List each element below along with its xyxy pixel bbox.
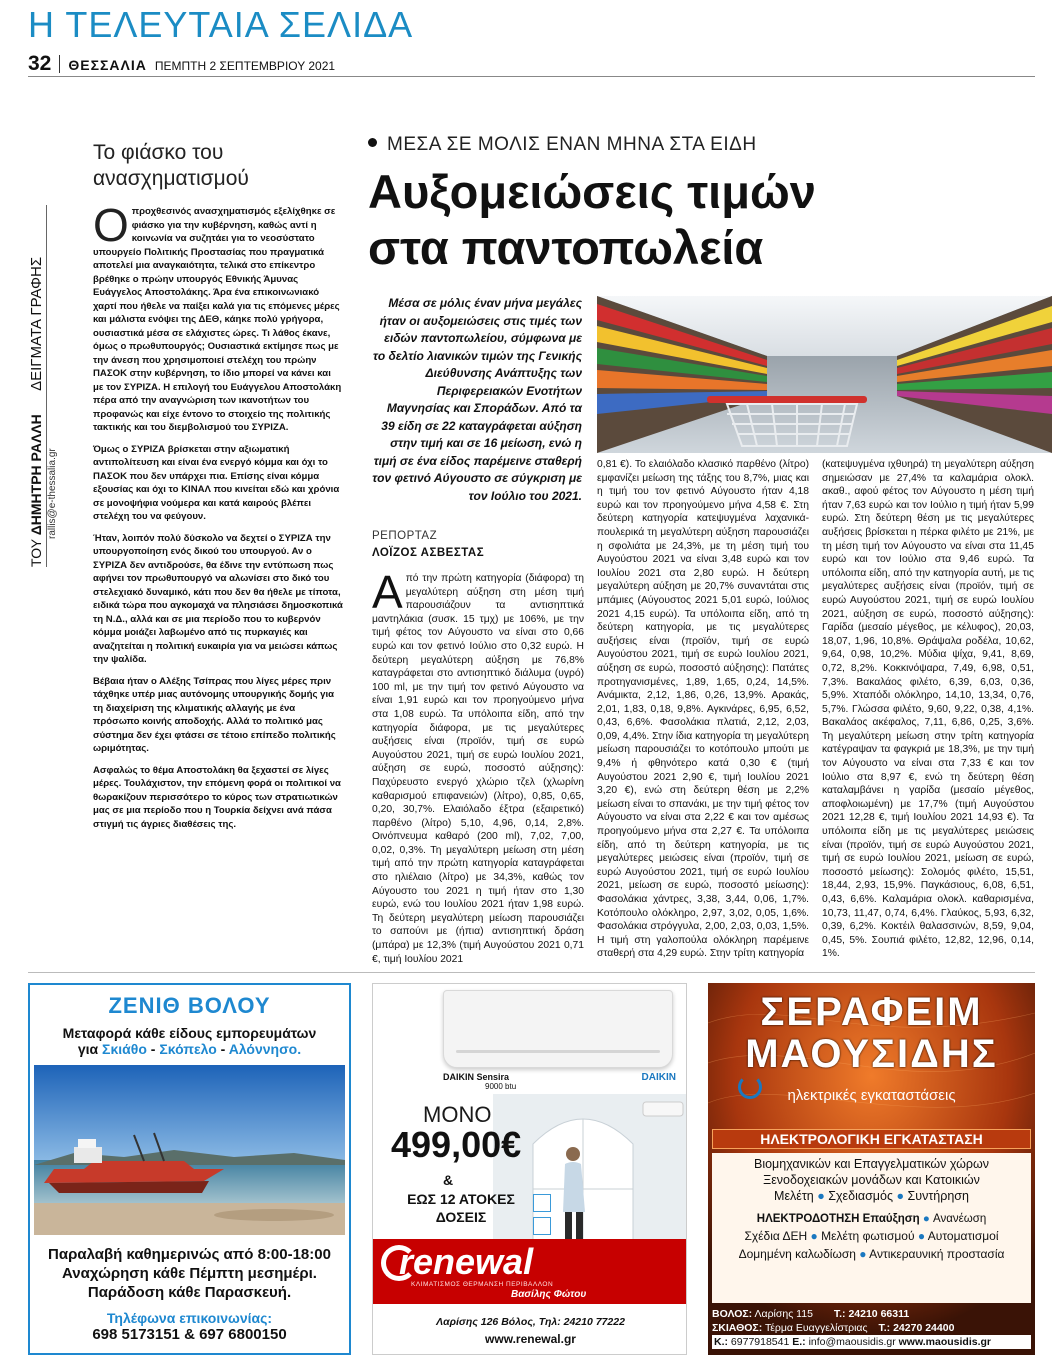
ac-btu: 9000 btu xyxy=(485,1082,517,1091)
opinion-dropcap: Ο xyxy=(93,199,129,251)
serafeim-name: ΣΕΡΑΦΕΙΜ ΜΑΟΥΣΙΔΗΣ xyxy=(745,990,998,1076)
ad-installments: ΕΩΣ 12 ΑΤΟΚΕΣ ΔΟΣΕΙΣ xyxy=(407,1191,515,1225)
newspaper-name: ΘΕΣΣΑΛΙΑ xyxy=(68,57,147,73)
destination: Σκιάθο xyxy=(102,1041,147,1057)
contact-online: Κ.: 6977918541 Ε.: info@maousidis.gr www.maousidis.gr xyxy=(712,1335,1031,1349)
renewal-logo: renewal xyxy=(399,1241,534,1282)
opinion-paragraph: Ασφαλώς το θέμα Αποστολάκη θα ξεχαστεί σε λίγες μέρες. Τουλάχιστον, την επόμενη φορά οι πολιτικοί να θωρακίζουν περισσότερο το κύρος των στρατιωτικών μας σε μια περίοδο που η Τουρκία δείχνει ανά πάσα στιγμή τις άγριες διαθέσεις της. xyxy=(93,764,341,830)
serafeim-subtitle: ηλεκτρικές εγκαταστάσεις xyxy=(787,1087,956,1104)
page-number: 32 xyxy=(28,52,52,75)
service-list: Σχέδια ΔΕΗ ● Μελέτη φωτισμού ● Αυτοματισμοί xyxy=(744,1229,999,1243)
ad-tel-label: Τηλέφωνα επικοινωνίας: xyxy=(106,1310,273,1326)
ad-renewal-daikin[interactable] xyxy=(372,983,687,1355)
opinion-paragraph: Όμως ο ΣΥΡΙΖΑ βρίσκεται στην αξιωματική αντιπολίτευση και είναι ένα ενεργό κόμμα και όχι το ΠΑΣΟΚ που δεν υπάρχει πια. Επίσης είναι κόμμα εξουσίας και όχι το ΚΙΝΑΛ που κινείται εδώ και χρόνια σε μονοψήφια νούμερα και κατά καιρούς βλέπει στελέχη του να φεύγουν. xyxy=(93,443,340,522)
renewal-tagline: ΚΛΙΜΑΤΙΣΜΟΣ ΘΕΡΜΑΝΣΗ ΠΕΡΙΒΑΛΛΟΝ xyxy=(411,1281,554,1288)
destination: Αλόννησο. xyxy=(228,1041,302,1057)
opinion-title: Το φιάσκο του ανασχηματισμού xyxy=(93,141,249,190)
renewal-logo-block xyxy=(373,1239,687,1304)
folio xyxy=(28,52,335,76)
cargo-ship-photo xyxy=(34,1065,345,1235)
author-prefix: ΤΟΥ xyxy=(28,539,44,567)
ad-line: Μεταφορά κάθε είδους εμπορευμάτων xyxy=(62,1025,317,1041)
contact-volos: ΒΟΛΟΣ: Λαρίσης 115 Τ.: 24210 66311 xyxy=(712,1308,910,1320)
header-rule xyxy=(28,76,1035,77)
ad-zenith-volou[interactable] xyxy=(28,983,351,1355)
author-email: rallis@e-thessalia.gr xyxy=(47,448,58,539)
issue-date: ΠΕΜΠΤΗ 2 ΣΕΠΤΕΜΒΡΙΟΥ 2021 xyxy=(154,59,336,73)
ad-destinations: για Σκιάθο - Σκόπελο - Αλόννησο. xyxy=(77,1041,302,1057)
article-column-1: Από την πρώτη κατηγορία (διάφορα) τη μεγαλύτερη αύξηση στη μέση τιμή παρουσιάζουν τα αντισηπτικά μαντηλάκια (συσκ. 15 τμχ) με 106%, με την τιμή φέτος τον Αύγουστο να είναι στο 0,66 ευρώ και τον φετινό Ιούλιο στο 0,32 ευρώ. Η δεύτερη μεγαλύτερη αύξηση με 76,8% καταγράφεται στο αντισηπτικό διάλυμα (υγρό) 100 ml, με την τιμή τον φετινό Αύγουστο να είναι 1,91 ευρώ και τον προηγούμενο μήνα στα 1,08 ευρώ. Τα υπόλοιπα είδη, από την κατηγορία διάφορα, με τις μεγαλύτερες αυξήσεις είναι (προϊόν, τιμή σε ευρώ Αυγούστου 2021, τιμή σε ευρώ Ιουλίου 2021, αύξηση σε ευρώ, ποσοστό αύξησης): Παχύρευστο ενεργό χλώριο τζελ (χλωρίνη καθαρισμού επιφανειών) (λίτρο), 0,85, 0,65, 0,20, 30,7%. Ελαιόλαδο έξτρα (εξαιρετικό) παρθένο (λίτρο) 5,10, 4,96, 0,14, 2,8%. Οινόπνευμα καθαρό (200 ml), 7,02, 7,00, 0,02, 0,3%. Τη μεγαλύτερη μείωση στη μέση τιμή από την πρώτη κατηγορία καταγράφεται στο ηλιέλαιο (λίτρο) με 34,3%, καθώς τον Αύγουστο του 2021 η τιμή ήταν στο 1,30 ευρώ, ενώ του Ιουλίου 2021 ήταν 1,98 ευρώ. Τη δεύτερη μεγαλύτερη μείωση παρουσιάζει το σαπούνι με (ήπια) αντισηπτική δράση (μπάρα) με 12,3% (τιμή Αυγούστου 2021 0,71 €, τιμή Ιουλίου 2021 xyxy=(372,566,584,965)
article-column-3: (κατεψυγμένα ιχθυηρά) τη μεγαλύτερη αύξηση σημειώσαν με 27,4% τα καλαμάρια ολοκλ. ακαθ., αφού φέτος τον Αύγουστο η μέση τιμή ήταν 7,63 ευρώ και τον Ιούλιο η τιμή ήταν 5,99 ευρώ. Στη δεύτερη θέση με τις μεγαλύτερες αυξήσεις βρίσκεται η πέρκα φιλέτο με 21%, με τη μέση τιμή τον Αύγουστο να είναι στα 11,45 ευρώ και τον Ιούλιο στα 9,46 ευρώ. Τα υπόλοιπα είδη, από την κατηγορία αυτή, με τις μεγαλύτερες αυξήσεις είναι (προϊόν, τιμή σε ευρώ Αυγούστου 2021, τιμή σε ευρώ Ιουλίου 2021, αύξηση σε ευρώ, ποσοστό αύξησης): Γαρίδα (μεσαίο μέγεθος, με κέλυφος), 20,03, 18,07, 1,96, 10,8%. Θράψαλα ροδέλα, 10,62, 9,64, 0,98, 10,2%. Μύδια ψίχα, 9,41, 8,69, 0,72, 8,2%. Κοκκινόψαρα, 7,49, 6,98, 0,51, 7,3%. Βακαλάος φιλέτο, 6,39, 6,03, 0,36, 5,9%. Χταπόδι ολόκληρο, 14,10, 13,34, 0,76, 5,7%. Γλώσσα φιλέτο, 9,60, 9,22, 0,38, 4,1%. Βακαλάος ακέφαλος, 7,11, 6,86, 0,25, 3,6%. Τη μεγαλύτερη μείωση στην τρίτη κατηγορία κατέγραψαν τα φαγκριά με 18,3%, με την τιμή τον Αύγουστο να είναι στα 7,33 € και τον Ιούλιο στα 8,97 €, ενώ τη δεύτερη θέση καταλαμβάνει η γαρίδα (μεσαίο μέγεθος, αποφλοιωμένη) με 17,7% (τιμή Αυγούστου 2021 12,28 €, τιμή Ιουλίου 2021 14,93 €). Τα υπόλοιπα είδη με τις μεγαλύτερες μειώσεις είναι (προϊόν, τιμή σε ευρώ Αυγούστου 2021, τιμή σε ευρώ Ιουλίου 2021, μείωση σε ευρώ, ποσοστό μείωσης): Σολομός φιλέτο, 15,51, 18,44, 2,93, 15,9%. Παγκάσιους, 6,08, 6,51, 0,43, 6,6%. Καλαμάρια ολοκλ. καθαρισμένα, 10,73, 11,47, 0,74, 6,4%. Γλαύκος, 5,93, 6,32, 0,39, 6,2%. Κοκτέιλ θαλασσινών, 8,59, 9,04, 0,45, 5%. Σουπιά φιλέτο, 12,82, 12,96, 0,14, 1%. xyxy=(822,459,1034,960)
service-line: Ξενοδοχειακών μονάδων και Κατοικιών xyxy=(763,1173,980,1187)
ad-amp: & xyxy=(443,1172,454,1188)
service-line: Βιομηχανικών και Επαγγελματικών χώρων xyxy=(753,1157,990,1171)
service-list: Μελέτη ● Σχεδιασμός ● Συντήρηση xyxy=(774,1189,969,1203)
article-kicker: ΜΕΣΑ ΣΕ ΜΟΛΙΣ ΕΝΑΝ ΜΗΝΑ ΣΤΑ ΕΙΔΗ xyxy=(368,134,757,156)
ac-model: DAIKIN Sensira xyxy=(443,1072,510,1082)
serafeim-contacts xyxy=(712,1307,1031,1349)
bullet-icon xyxy=(368,138,377,147)
serafeim-heading-2: ΗΛΕΚΤΡΟΔΟΤΗΣΗ Επαύξηση ● Ανανέωση xyxy=(756,1213,987,1225)
bullet-icon: ● xyxy=(896,1189,905,1203)
daikin-logo: DAIKIN xyxy=(641,1072,676,1083)
ad-serafeim-maousidis[interactable] xyxy=(708,983,1035,1355)
article-headline: Αυξομειώσεις τιμών στα παντοπωλεία xyxy=(368,165,816,274)
renewal-owner: Βασίλης Φώτου xyxy=(511,1289,587,1300)
bullet-icon: ● xyxy=(810,1229,818,1243)
ad-schedule: Παραλαβή καθημερινώς από 8:00-18:00 Αναχώρηση κάθε Πέμπτη μεσημέρι. Παράδοση κάθε Παρασκευή. xyxy=(48,1246,331,1301)
service-list: Δομημένη καλωδίωση ● Αντικεραυνική προστασία xyxy=(738,1247,1005,1261)
bullet-icon: ● xyxy=(817,1189,825,1203)
bullet-icon: ● xyxy=(917,1229,926,1243)
ad-phone-numbers[interactable]: 698 5173151 & 697 6800150 xyxy=(92,1326,287,1343)
column-name: ΔΕΙΓΜΑΤΑ ΓΡΑΦΗΣ xyxy=(28,256,45,391)
feature-icon xyxy=(533,1194,551,1212)
opinion-paragraph: Βέβαια ήταν ο Αλέξης Τσίπρας που λίγες μέρες πριν τάχθηκε υπέρ μιας αυτόνομης υπουργικής δομής για τη διαχείριση της κλιματικής αλλαγής με ένα πρόσωπο κοινής αποδοχής. Αλλά το πολιτικό μας σύστημα δεν έχει φτάσει σε τέτοιο επίπεδο πολιτικής ωριμότητας. xyxy=(93,675,336,754)
opinion-paragraph: Ήταν, λοιπόν πολύ δύσκολο να δεχτεί ο ΣΥΡΙΖΑ την υπουργοποίηση ενός δικού του υπουργού. Αν ο ΣΥΡΙΖΑ δεν αντιδρούσε, θα έδινε την εντύπωση πως αφήνει τον πρωθυπουργό να αλωνίσει στο δικό του στελεχιακό δυναμικό, κάτι που δεν θα ήθελε με τίποτα, ειδικά τώρα που αγκομαχά να πλησιάσει δημοσκοπικά τη Ν.Δ., αλλά και σε μια περίοδο που το κυβερνόν κόμμα μοιάζει λαβωμένο από τις πυρκαγιές και αναζητείται η πολιτική ευκαιρία για να μειώσει κάπως την ψαλίδα. xyxy=(93,532,343,665)
bullet-icon: ● xyxy=(859,1247,867,1261)
vertical-divider xyxy=(46,205,47,567)
article-column-2: 0,81 €). Το ελαιόλαδο κλασικό παρθένο (λίτρο) εμφανίζει μείωση της τάξης του 8,7%, μιας και η τιμή του τον φετινό Αύγουστο ήταν 4,18 ευρώ και τον προηγούμενο μήνα 4,58 €. Στη δεύτερη κατηγορία κατεψυγμένα λαχανικά-πουλερικά τη μεγαλύτερη αύξηση παρουσιάζει η σφολιάτα με 24,3%, με τη μέση τιμή του Αυγούστου 2021 να είναι 3,48 ευρώ και τον Ιουλίου 2021 στα 2,80 ευρώ. Η δεύτερη μεγαλύτερη αύξηση με 20,7% συναντάται στις μπάμιες (Αύγουστος 2021 5,01 ευρώ, Ιούλιος 2021 4,15 ευρώ). Τα υπόλοιπα είδη, από τη δεύτερη κατηγορία, με τις μεγαλύτερες αυξήσεις είναι (προϊόν, τιμή σε ευρώ Αυγούστου 2021, τιμή σε ευρώ Ιουλίου 2021, αύξηση σε ευρώ, ποσοστό αύξησης): Πατάτες προτηγανισμένες, 1,89, 1,65, 0,24, 14,5%. Ανάμικτα, 2,12, 1,86, 0,26, 13,9%. Αρακάς, 2,01, 1,83, 0,18, 9,8%. Αγκινάρες, 6,95, 6,52, 0,43, 6,6%. Φασολάκια πλατιά, 2,12, 2,03, 0,09, 4,4%. Στην ίδια κατηγορία τη μεγαλύτερη μείωση παρουσιάζει το κοτόπουλο μπούτι με 9,4% ή φθηνότερο κατά 0,30 € (τιμή Αυγούστου 2021 2,90 €, τιμή Ιουλίου 2021 3,20 €), ενώ στη δεύτερη θέση με 2,2% μείωση είναι το σπανάκι, με την τιμή φέτος τον Αύγουστο να είναι στα 2,22 € και τον αμέσως προηγούμενο μήνα στα 2,27 €. Τα υπόλοιπα είδη, από τη δεύτερη κατηγορία, με τις μεγαλύτερες μειώσεις είναι (προϊόν, τιμή σε ευρώ Αυγούστου 2021, τιμή σε ευρώ Ιουλίου 2021, μείωση σε ευρώ, ποσοστό μείωσης): Φασολάκια χάντρες, 3,38, 3,44, 0,06, 1,7%. Κοτόπουλο ολόκληρο, 2,97, 3,02, 0,05, 1,6%. Φασολάκια στρόγγυλα, 2,00, 2,03, 0,03, 1,5%. Η τιμή στη γαλοπούλα ολόκληρη παρέμεινε σταθερή στα 4,29 ευρώ. Στην τρίτη κατηγορία xyxy=(597,459,809,960)
renewal-address[interactable]: Λαρίσης 126 Βόλος, Τηλ: 24210 77222 xyxy=(436,1316,625,1328)
article-dropcap: Α xyxy=(372,566,403,618)
byline-label: ΡΕΠΟΡΤΑΖ xyxy=(372,530,438,542)
feature-icon xyxy=(533,1217,551,1235)
serafeim-heading-1: ΗΛΕΚΤΡΟΛΟΓΙΚΗ ΕΓΚΑΤΑΣΤΑΣΗ xyxy=(712,1129,1031,1149)
serafeim-panel xyxy=(712,1153,1031,1303)
destination: Σκόπελο xyxy=(159,1041,217,1057)
folio-divider xyxy=(59,55,60,73)
ad-price: 499,00€ xyxy=(391,1124,522,1165)
article-lede: Μέσα σε μόλις έναν μήνα μεγάλες ήταν οι αυξομειώσεις στις τιμές των ειδών παντοπωλείου, σύμφωνα με το δελτίο λιανικών τιμών της Γενικής Διεύθυνσης Ανάπτυξης των Περιφερειακών Ενοτήτων Μαγνησίας και Σποράδων. Από τα 39 είδη σε 22 καταγράφεται αύξηση στην τιμή και σε 16 μείωση, ενώ η τιμή σε ένα είδος παρέμεινε σταθερή τον φετινό Αύγουστο σε σύγκριση με τον Ιούλιο του 2021. xyxy=(372,296,582,503)
opinion-body xyxy=(93,199,343,839)
author-name: ΔΗΜΗΤΡΗ ΡΑΛΛΗ xyxy=(28,414,44,536)
supermarket-photo xyxy=(597,296,1052,453)
ad-mono: ΜΟΝΟ xyxy=(423,1102,492,1127)
bullet-icon: ● xyxy=(922,1213,930,1225)
ads-divider xyxy=(28,972,1035,973)
byline-name: ΛΟΪΖΟΣ ΑΣΒΕΣΤΑΣ xyxy=(372,547,485,559)
column-byline-vertical xyxy=(26,205,82,567)
ad-title: ΖΕΝΙΘ ΒΟΛΟΥ xyxy=(108,993,271,1018)
opinion-paragraph: προχθεσινός ανασχηματισμός εξελίχθηκε σε φιάσκο για την κυβέρνηση, καθώς αντί η κοινωνία να συζητάει για το νεοσύστατο υπουργείο Πολιτικής Προστασίας που πραγματικά αποτελεί μια αναγκαιότητα, τελικά στο επίκεντρο βρέθηκε ο πρώην υπουργός Εθνικής Άμυνας Ευάγγελος Αποστολάκης. Άρα ένα επικοινωνιακό χαρτί που ήθελε να παίξει καλά για τις επόμενες μέρες και μάλιστα ενόψει της ΔΕΘ, κάηκε πολύ γρήγορα, ουσιαστικά μέσα σε ελάχιστες ώρες. Τι λάθος έκανε, όμως ο πρωθυπουργός; Ουσιαστικά εκτίμησε πως με την άνεση που χρησιμοποιεί στελέχη του πρώην ΠΑΣΟΚ στην κυβέρνηση, το ίδιο μπορεί να κάνει και με τον ΣΥΡΙΖΑ. Η επιλογή του Ευάγγελου Αποστολάκη πέρα από την αναγνώριση των ικανοτήτων του προφανώς και είχε έντονο το στοιχείο της πολιτικής τακτικής και του διεμβολισμού του ΣΥΡΙΖΑ. xyxy=(93,206,342,433)
ac-unit-illustration xyxy=(443,990,673,1068)
contact-skiathos: ΣΚΙΑΘΟΣ: Τέρμα Ευαγγελίστριας Τ.: 24270 24400 xyxy=(712,1322,955,1334)
renewal-website[interactable]: www.renewal.gr xyxy=(485,1332,576,1346)
section-title: Η ΤΕΛΕΥΤΑΙΑ ΣΕΛΙΔΑ xyxy=(28,4,414,45)
room-scene xyxy=(493,1094,687,1254)
